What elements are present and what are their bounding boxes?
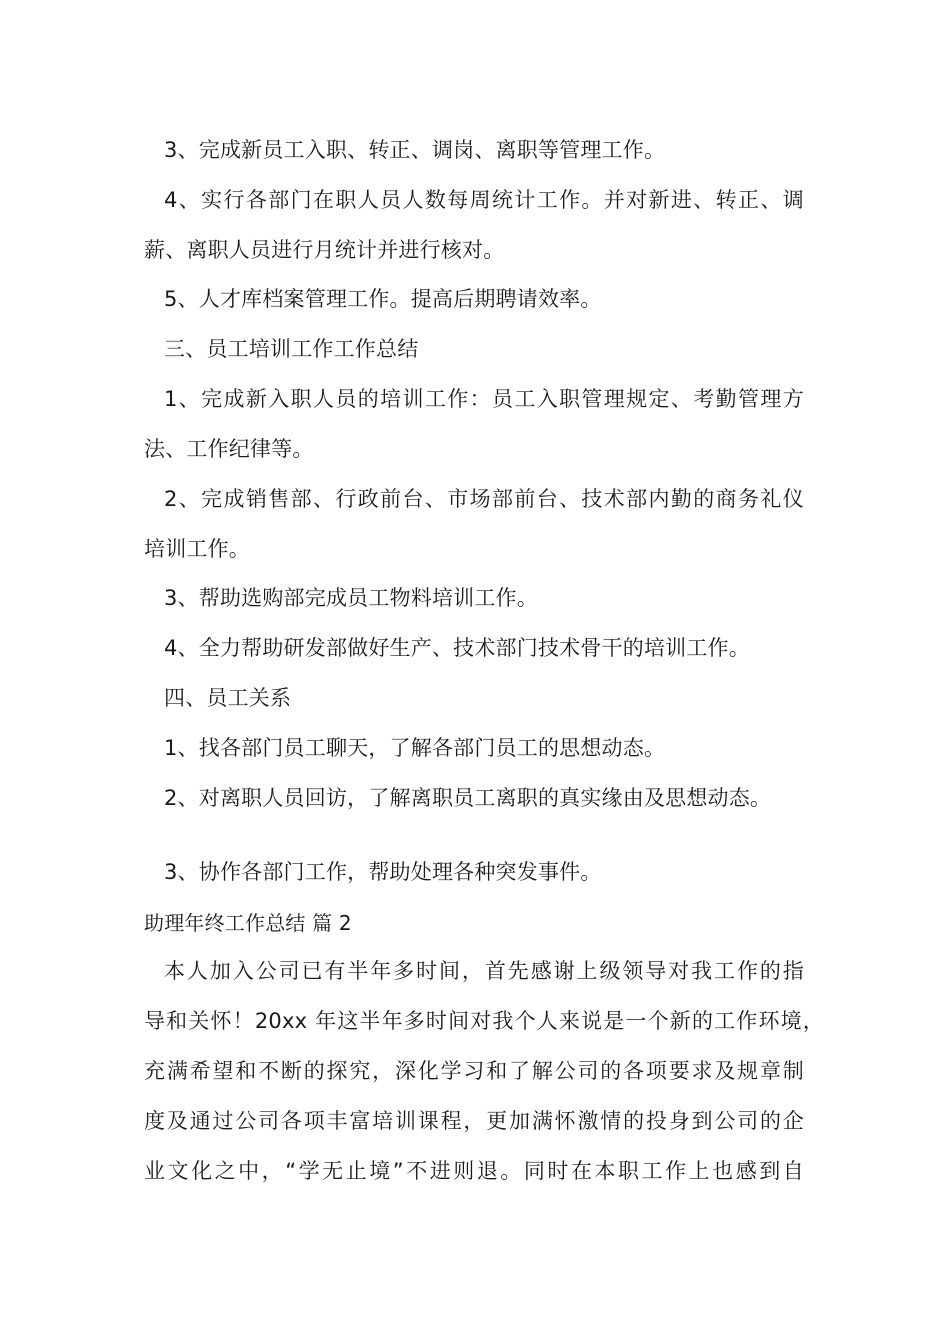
paragraph-line: 度及通过公司各项丰富培训课程，更加满怀激情的投身到公司的企 (144, 1109, 804, 1133)
paragraph-line: 2、对离职人员回访，了解离职员工离职的真实缘由及思想动态。 (164, 786, 772, 810)
paragraph-line: 充满希望和不断的探究，深化学习和了解公司的各项要求及规章制 (144, 1059, 804, 1083)
paragraph-line: 2、完成销售部、行政前台、市场部前台、技术部内勤的商务礼仪 (164, 487, 804, 511)
paragraph-line: 业文化之中，“学无止境”不进则退。同时在本职工作上也感到自 (144, 1159, 804, 1183)
paragraph-line: 1、找各部门员工聊天，了解各部门员工的思想动态。 (164, 736, 666, 760)
paragraph-line: 4、全力帮助研发部做好生产、技术部门技术骨干的培训工作。 (164, 636, 750, 660)
paragraph-line: 1、完成新入职人员的培训工作：员工入职管理规定、考勤管理方 (164, 387, 804, 411)
document-title: 助理年终工作总结 篇 2 (144, 911, 352, 935)
paragraph-line: 3、完成新员工入职、转正、调岗、离职等管理工作。 (164, 138, 666, 162)
paragraph-line: 薪、离职人员进行月统计并进行核对。 (144, 238, 505, 262)
paragraph-line: 导和关怀！20xx 年这半年多时间对我个人来说是一个新的工作环境， (144, 1009, 824, 1033)
paragraph-line: 3、协作各部门工作，帮助处理各种突发事件。 (164, 860, 602, 884)
paragraph-line: 4、实行各部门在职人员人数每周统计工作。并对新进、转正、调 (164, 188, 804, 212)
section-heading: 三、员工培训工作工作总结 (164, 337, 419, 361)
paragraph-line: 法、工作纪律等。 (144, 437, 314, 461)
paragraph-line: 本人加入公司已有半年多时间，首先感谢上级领导对我工作的指 (164, 959, 804, 983)
section-heading: 四、员工关系 (164, 686, 292, 710)
paragraph-line: 5、人才库档案管理工作。提高后期聘请效率。 (164, 287, 602, 311)
paragraph-line: 培训工作。 (144, 537, 250, 561)
paragraph-line: 3、帮助选购部完成员工物料培训工作。 (164, 586, 538, 610)
